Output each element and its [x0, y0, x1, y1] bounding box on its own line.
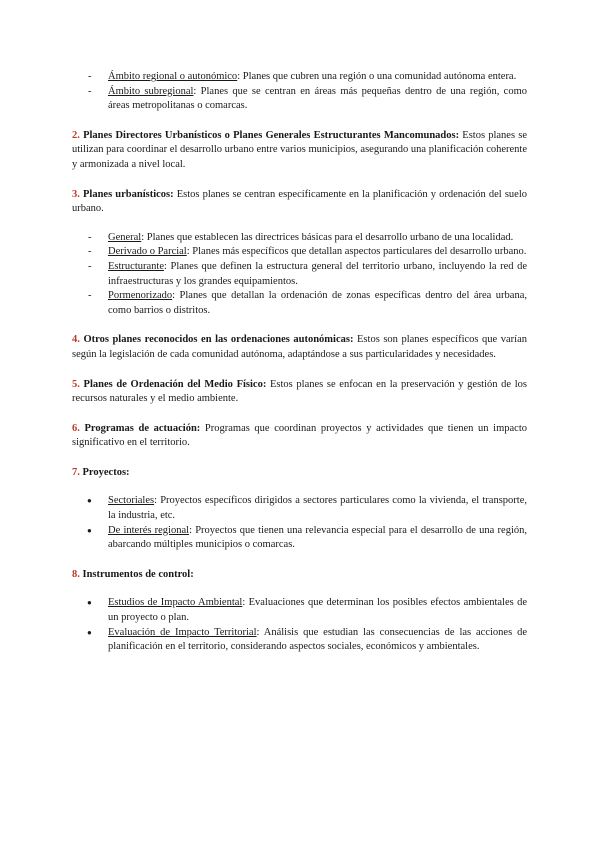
list-item	[72, 289, 527, 318]
list-term: General	[108, 231, 142, 243]
list-text: : Proyectos específicos dirigidos a sectores particulares como la vivienda, el transporte, la industria, etc.	[108, 495, 527, 522]
list-item	[72, 524, 527, 553]
list-text: : Planes que se centran en áreas más pequeñas dentro de una región, como áreas metropolitanas o comarcas.	[108, 85, 527, 112]
list-item	[72, 494, 527, 523]
list-term: Estructurante	[108, 260, 164, 272]
section-2	[72, 129, 527, 173]
list-term: Evaluación de Impacto Territorial	[108, 626, 257, 638]
list-item	[72, 245, 527, 260]
list-term: Estudios de Impacto Ambiental	[108, 597, 243, 609]
list-text: : Planes más específicos que detallan aspectos particulares del desarrollo urbano.	[186, 246, 527, 258]
list-term: Ámbito subregional	[108, 85, 194, 97]
section-3	[72, 188, 527, 217]
section-title: Planes urbanísticos:	[83, 188, 174, 200]
section-number: 8.	[72, 568, 80, 580]
section-body: Estos planes se utilizan para coordinar el desarrollo urbano entre varios municipios, asegurando una planificación coherente y armonizada a nivel local.	[72, 129, 527, 170]
list-text: : Análisis que estudian las consecuencias de las acciones de planificación en el territorio, considerando aspectos sociales, económicos y ambientales.	[108, 626, 527, 653]
section-title: Otros planes reconocidos en las ordenaciones autonómicas:	[83, 334, 354, 346]
list-item	[72, 231, 527, 246]
section-7-list	[72, 494, 527, 552]
list-text: : Planes que definen la estructura general del territorio urbano, incluyendo la red de infraestructuras y los grandes equipamientos.	[108, 260, 527, 287]
list-term: Ámbito regional o autonómico	[108, 71, 238, 82]
section-body: Estos son planes específicos que varían según la legislación de cada comunidad autónoma, adaptándose a sus particularidades y necesidades.	[72, 334, 527, 360]
section-number: 4.	[72, 334, 80, 346]
section-8	[72, 568, 527, 583]
section-title: Proyectos:	[82, 466, 130, 478]
list-term: Sectoriales	[108, 495, 155, 507]
document-page	[72, 70, 527, 655]
section-6	[72, 422, 527, 451]
list-text: : Planes que cubren una región o una comunidad autónoma entera.	[237, 71, 517, 82]
section-7	[72, 466, 527, 481]
list-text: : Proyectos que tienen una relevancia especial para el desarrollo de una región, abarcando múltiples municipios o comarcas.	[108, 524, 527, 551]
section-title: Programas de actuación:	[84, 422, 201, 434]
list-item	[72, 70, 527, 85]
section-title: Planes Directores Urbanísticos o Planes Generales Estructurantes Mancomunados:	[83, 129, 460, 141]
section-title: Instrumentos de control:	[82, 568, 194, 580]
section-body: Estos planes se enfocan en la preservación y gestión de los recursos naturales y el medio ambiente.	[72, 378, 527, 405]
section-body: Programas que coordinan proyectos y actividades que tienen un impacto significativo en el territorio.	[72, 422, 527, 449]
section-4	[72, 333, 527, 362]
section-body: Estos planes se centran específicamente en la planificación y ordenación del suelo urbano.	[72, 188, 528, 215]
section-3-list	[72, 231, 527, 319]
list-item	[72, 626, 527, 655]
list-term: Pormenorizado	[108, 290, 173, 302]
list-text: : Evaluaciones que determinan los posibles efectos ambientales de un proyecto o plan.	[108, 597, 527, 624]
list-item	[72, 260, 527, 289]
list-term: De interés regional	[108, 524, 190, 536]
section-number: 6.	[72, 422, 80, 434]
section-number: 5.	[72, 378, 80, 390]
intro-list	[72, 70, 527, 114]
list-text: : Planes que detallan la ordenación de zonas específicas dentro del área urbana, como barrios o distritos.	[108, 290, 527, 316]
list-item	[72, 85, 527, 114]
list-text: : Planes que establecen las directrices básicas para el desarrollo urbano de una localidad.	[141, 231, 514, 243]
section-title: Planes de Ordenación del Medio Físico:	[83, 378, 267, 390]
section-number: 7.	[72, 466, 80, 478]
section-8-list	[72, 596, 527, 654]
section-number: 2.	[72, 129, 80, 141]
list-item	[72, 596, 527, 625]
list-term: Derivado o Parcial	[108, 246, 187, 258]
section-number: 3.	[72, 188, 80, 200]
section-5	[72, 378, 527, 407]
